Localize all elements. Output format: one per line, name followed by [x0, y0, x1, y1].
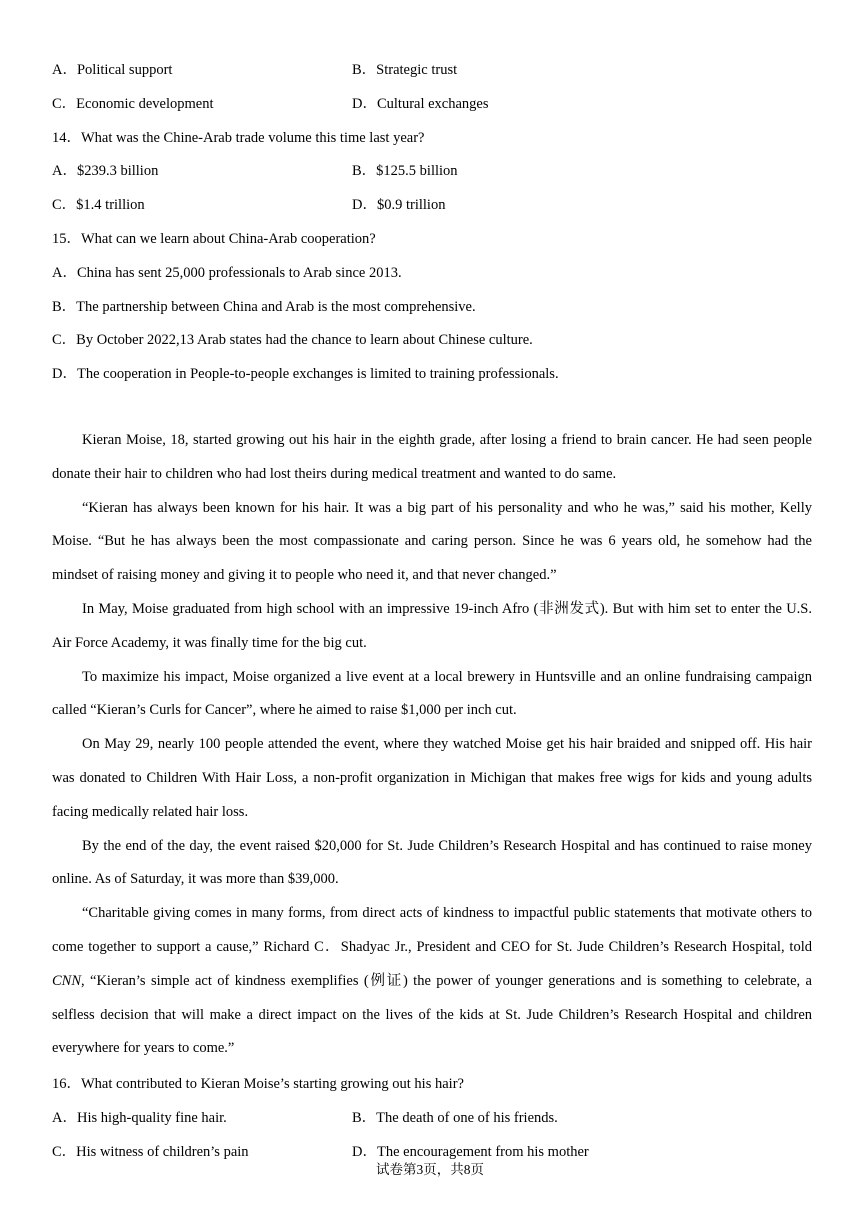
q15-option-c: C．By October 2022,13 Arab states had the chance to learn about Chinese culture. — [52, 332, 533, 348]
q16-question: 16．What contributed to Kieran Moise’s starting growing out his hair? — [52, 1076, 464, 1092]
passage-paragraph-5: On May 29, nearly 100 people attended the event, where they watched Moise get his hair braided and snipped off. His hair was donated to Children With Hair Loss, a non-profit organization in Michigan that makes free wigs for kids and young adults facing medically related hair loss. — [52, 736, 812, 820]
passage-paragraph-2: “Kieran has always been known for his hair. It was a big part of his personality and who he was,” said his mother, Kelly Moise. “But he has always been the most compassionate and caring person. Since he was 6 years old, he somehow had the mindset of raising money and giving it to people who need it, and that never changed.” — [52, 499, 812, 584]
q15-question: 15．What can we learn about China-Arab cooperation? — [52, 231, 376, 247]
q13-option-b: B．Strategic trust — [352, 62, 458, 78]
q14-option-b: B．$125.5 billion — [352, 163, 458, 179]
q16-option-d: D．The encouragement from his mother — [352, 1144, 589, 1160]
q15-option-a: A．China has sent 25,000 professionals to Arab since 2013. — [52, 265, 402, 281]
q16-option-c: C．His witness of children’s pain — [52, 1144, 249, 1160]
passage-paragraph-4: To maximize his impact, Moise organized a live event at a local brewery in Huntsville and an online fundraising campaign called “Kieran’s Curls for Cancer”, where he aimed to raise $1,000 per inch cut. — [52, 668, 812, 719]
q13-option-a: A．Political support — [52, 62, 173, 78]
reading-passage — [52, 424, 812, 1066]
q13-option-c: C．Economic development — [52, 96, 214, 112]
q14-question: 14．What was the Chine-Arab trade volume this time last year? — [52, 130, 425, 146]
passage-paragraph-7 — [52, 897, 812, 1066]
q16-option-a: A．His high-quality fine hair. — [52, 1110, 227, 1126]
passage-paragraph-3: In May, Moise graduated from high school with an impressive 19-inch Afro (非洲发式). But with him set to enter the U.S. Air Force Academy, it was finally time for the big cut. — [52, 600, 812, 651]
passage-paragraph-7-part-1: “Charitable giving comes in many forms, from direct acts of kindness to impactful public statements that motivate others to come together to support a cause,” Richard C．Shadyac Jr., President and CEO for St. Jude Children’s Research Hospital, told — [52, 905, 812, 955]
q15-option-d: D．The cooperation in People-to-people exchanges is limited to training professionals. — [52, 366, 559, 382]
passage-paragraph-6: By the end of the day, the event raised $20,000 for St. Jude Children’s Research Hospital and has continued to raise money online. As of Saturday, it was more than $39,000. — [52, 837, 812, 888]
q14-option-a: A．$239.3 billion — [52, 163, 159, 179]
q14-option-d: D．$0.9 trillion — [352, 197, 446, 213]
q15-option-b: B．The partnership between China and Arab is the most comprehensive. — [52, 299, 476, 315]
q13-option-d: D．Cultural exchanges — [352, 96, 489, 112]
q14-option-c: C．$1.4 trillion — [52, 197, 145, 213]
q16-option-b: B．The death of one of his friends. — [352, 1110, 558, 1126]
cnn-italic: CNN — [52, 972, 82, 989]
passage-paragraph-7-part-2: , “Kieran’s simple act of kindness exemplifies (例证) the power of younger generations and is something to celebrate, a selfless decision that will make a direct impact on the lives of the kids at St. Jude Children’s Research Hospital and children everywhere for years to come.” — [52, 972, 812, 1057]
passage-paragraph-1: Kieran Moise, 18, started growing out his hair in the eighth grade, after losing a friend to brain cancer. He had seen people donate their hair to children who had lost theirs during medical treatment and wanted to do same. — [52, 432, 812, 482]
page-footer: 试卷第3页，共8页 — [376, 1162, 484, 1177]
